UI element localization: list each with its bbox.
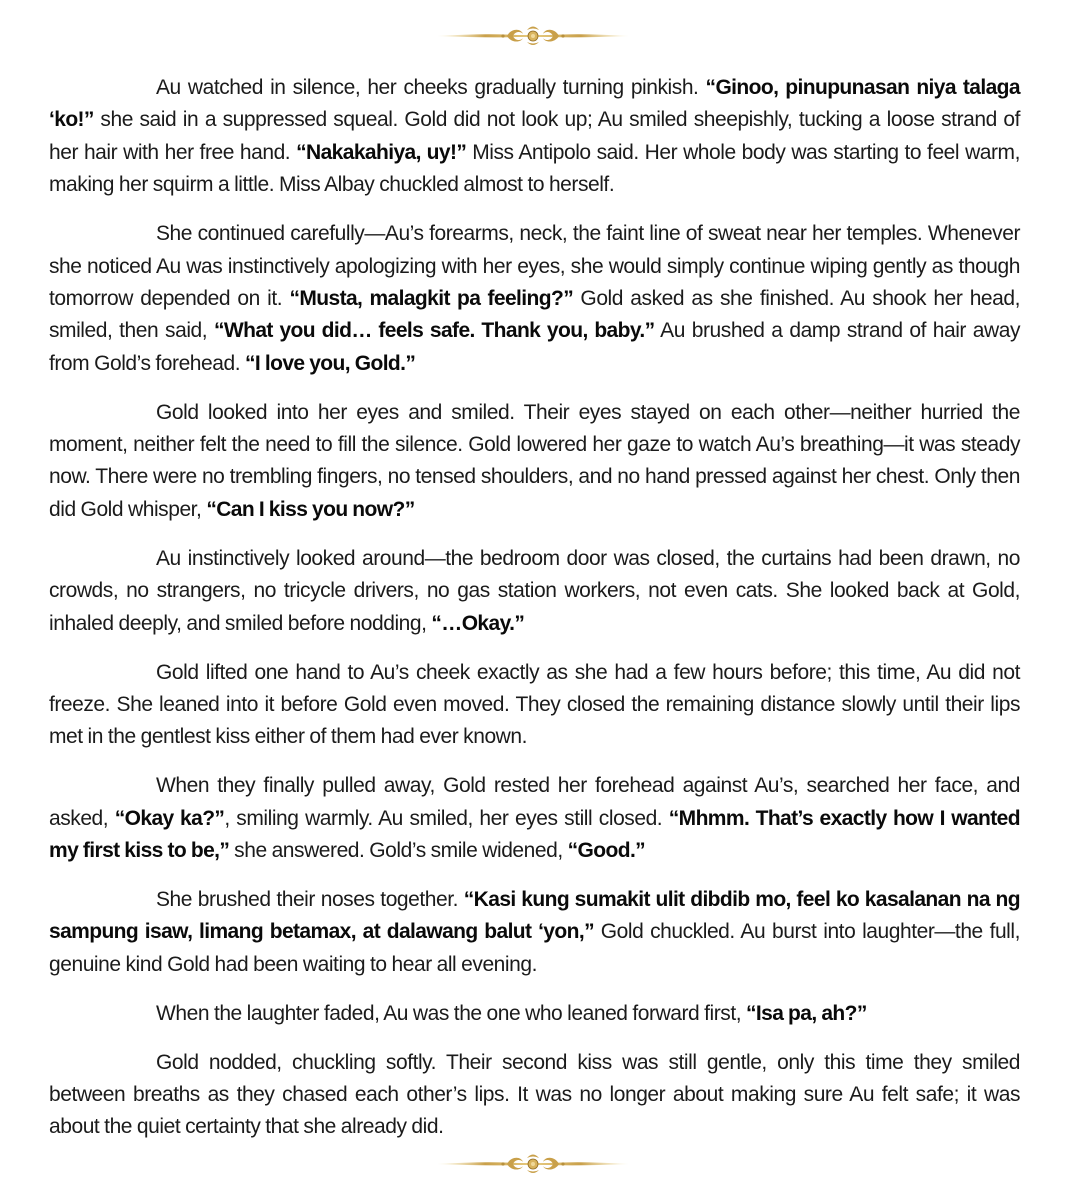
story-paragraph: [49, 72, 1020, 202]
story-paragraph: [49, 657, 1020, 754]
narration-text: she said in a suppressed squeal. Gold did not look up; Au smiled sheepishly, tucking a loose strand of her hair with her free hand.: [49, 108, 1020, 164]
story-paragraph: [49, 998, 1020, 1030]
story-paragraph: [49, 218, 1020, 380]
narration-text: Gold chuckled. Au burst into laughter—the full, genuine kind Gold had been waiting to hear all evening.: [49, 920, 1020, 976]
story-paragraph: [49, 770, 1020, 867]
dialogue-quote: “Musta, malagkit pa feeling?”: [289, 286, 574, 310]
narration-text: Gold asked as she finished. Au shook her head, smiled, then said,: [49, 286, 1020, 343]
narration-text: she answered. Gold’s smile widened,: [229, 839, 568, 863]
dialogue-quote: “Good.”: [567, 839, 646, 863]
dialogue-quote: “I love you, Gold.”: [245, 351, 416, 375]
dialogue-quote: “What you did… feels safe. Thank you, baby.”: [213, 319, 655, 343]
narration-text: When the laughter faded, Au was the one who leaned forward first,: [156, 1001, 747, 1025]
narration-text: Gold looked into her eyes and smiled. Their eyes stayed on each other—neither hurried the moment, neither felt the need to fill the silence. Gold lowered her gaze to watch Au’s breathing—it was steady now. There were no trembling fingers, no tensed shoulders, and no hand pressed against her chest. Only then did Gold whisper,: [49, 400, 1020, 521]
dialogue-quote: “Mhmm. That’s exactly how I wanted my first kiss to be,”: [49, 806, 1020, 863]
narration-text: , smiling warmly. Au smiled, her eyes still closed.: [224, 806, 669, 830]
story-paragraph: [49, 543, 1020, 640]
narration-text: Au brushed a damp strand of hair away from Gold’s forehead.: [49, 319, 1021, 375]
narration-text: Gold lifted one hand to Au’s cheek exactly as she had a few hours before; this time, Au did not freeze. She leaned into it before Gold even moved. They closed the remaining distance slowly until their lips met in the gentlest kiss either of them had ever known.: [49, 660, 1020, 749]
dialogue-quote: “Okay ka?”: [114, 806, 225, 830]
story-paragraph: [49, 884, 1020, 981]
dialogue-quote: “…Okay.”: [431, 611, 525, 635]
story-paragraph: [49, 1047, 1020, 1144]
dialogue-quote: “Isa pa, ah?”: [746, 1001, 867, 1025]
narration-text: She brushed their noses together.: [156, 887, 464, 911]
top-ornament-divider: [437, 22, 629, 48]
narration-text: She continued carefully—Au’s forearms, neck, the faint line of sweat near her temples. Whenever she noticed Au was instinctively apologizing with her eyes, she would simply continue wiping gently as though tomorrow depended on it.: [49, 222, 1020, 310]
narration-text: Miss Antipolo said. Her whole body was starting to feel warm, making her squirm a little. Miss Albay chuckled almost to herself.: [49, 140, 1020, 197]
dialogue-quote: “Kasi kung sumakit ulit dibdib mo, feel ko kasalanan na ng sampung isaw, limang betamax, at dalawang balut ‘yon,”: [49, 887, 1020, 944]
dialogue-quote: “Can I kiss you now?”: [206, 497, 415, 521]
dialogue-quote: “Ginoo, pinupunasan niya talaga ‘ko!”: [49, 76, 1020, 132]
dialogue-quote: “Nakakahiya, uy!”: [296, 140, 467, 164]
bottom-ornament-divider: [437, 1150, 629, 1176]
narration-text: Au watched in silence, her cheeks gradually turning pinkish.: [156, 76, 706, 99]
narration-text: Gold nodded, chuckling softly. Their second kiss was still gentle, only this time they smiled between breaths as they chased each other’s lips. It was no longer about making sure Au felt safe; it was about the quiet certainty that she already did.: [49, 1050, 1020, 1139]
narration-text: When they finally pulled away, Gold rested her forehead against Au’s, searched her face, and asked,: [49, 774, 1020, 830]
narration-text: Au instinctively looked around—the bedroom door was closed, the curtains had been drawn, no crowds, no strangers, no tricycle drivers, no gas station workers, not even cats. She looked back at Gold, inhaled deeply, and smiled before nodding,: [49, 546, 1020, 635]
story-text-body: [49, 72, 1020, 1160]
story-paragraph: [49, 397, 1020, 527]
